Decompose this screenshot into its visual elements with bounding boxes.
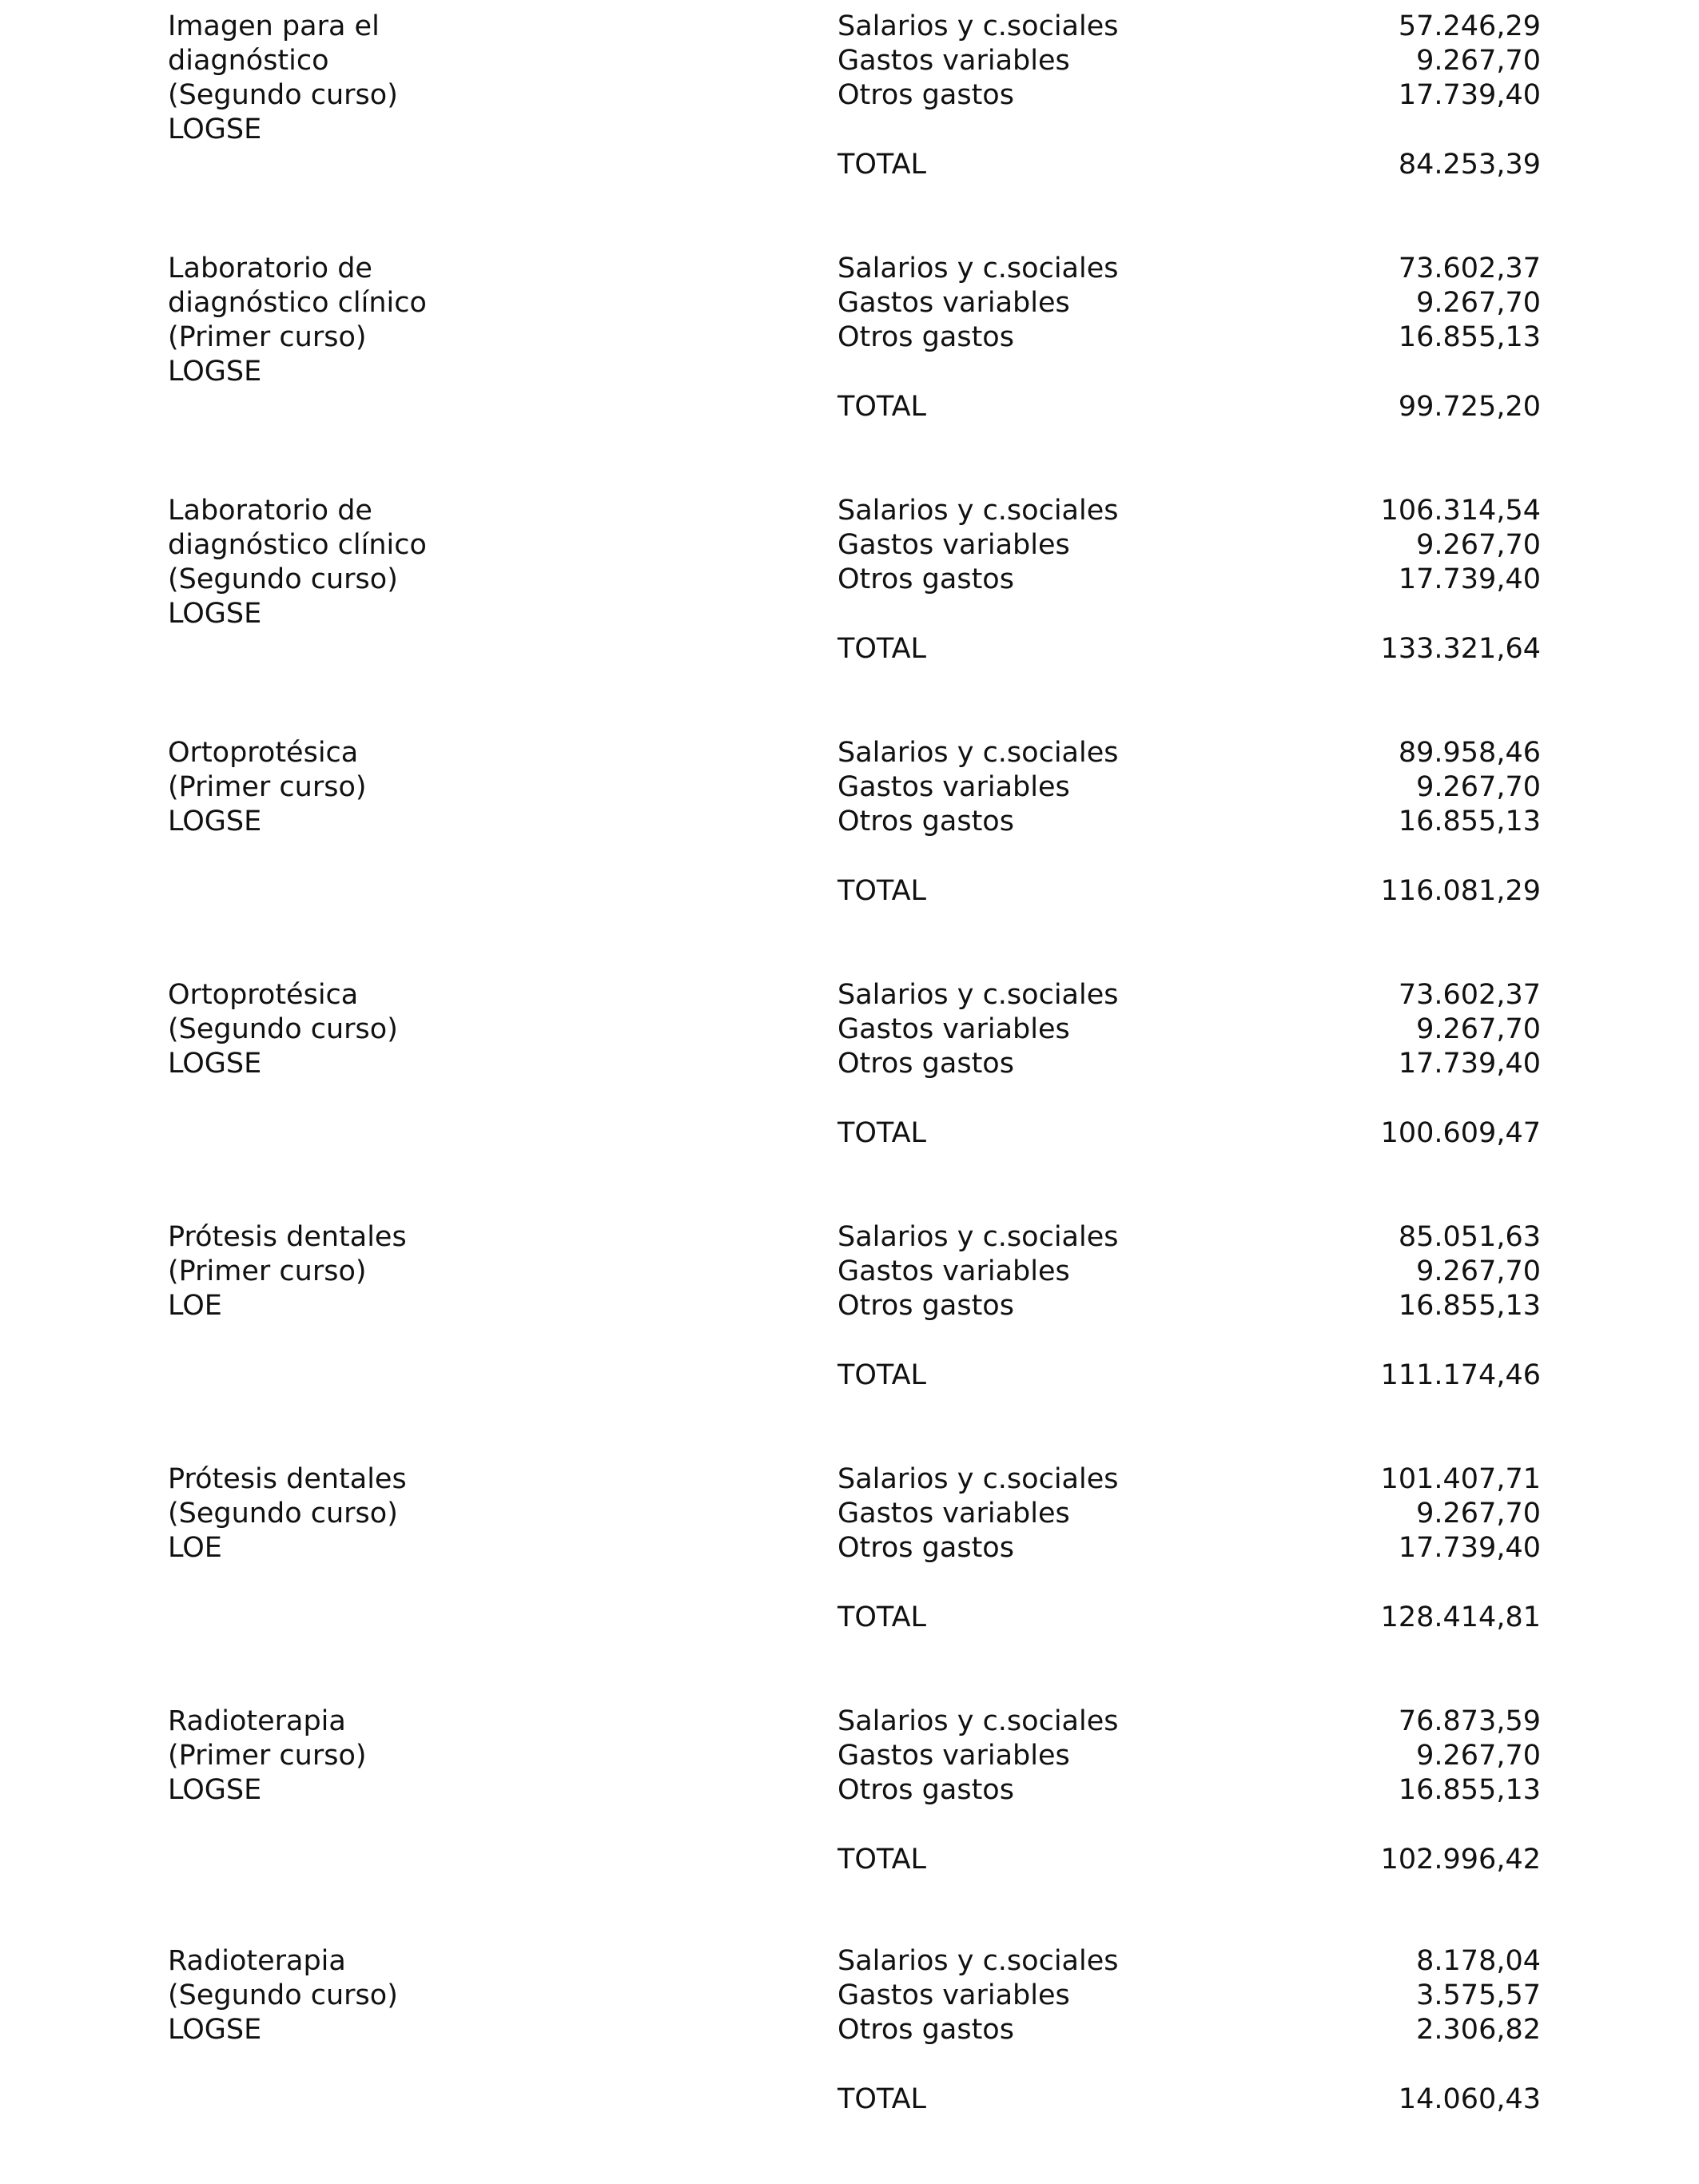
cost-row	[838, 1289, 1541, 1323]
cost-items	[838, 1462, 1541, 1565]
course-name	[168, 10, 727, 147]
cost-amount: 2.306,82	[1416, 2014, 1541, 2046]
cost-amount: 9.267,70	[1416, 1740, 1541, 1772]
cost-label: Salarios y c.sociales	[838, 253, 1119, 284]
course-name-line: Prótesis dentales	[168, 1463, 407, 1495]
total-label: TOTAL	[838, 1844, 927, 1876]
cost-row	[838, 1497, 1541, 1531]
cost-amount: 9.267,70	[1416, 529, 1541, 561]
cost-amount: 89.958,46	[1398, 737, 1541, 769]
cost-amount: 106.314,54	[1380, 495, 1541, 527]
cost-row	[838, 805, 1541, 839]
course-name-line: (Segundo curso)	[168, 1498, 398, 1530]
cost-label: Gastos variables	[838, 1740, 1070, 1772]
course-cost-block	[0, 10, 1699, 249]
course-name	[168, 1462, 727, 1565]
cost-row	[838, 10, 1541, 44]
cost-label: Otros gastos	[838, 1048, 1014, 1080]
total-amount: 99.725,20	[1398, 391, 1541, 423]
cost-amount: 16.855,13	[1398, 806, 1541, 837]
total-label: TOTAL	[838, 2083, 927, 2115]
total-row	[838, 1843, 1541, 1877]
course-name-line: LOGSE	[168, 598, 262, 630]
total-amount: 100.609,47	[1380, 1117, 1541, 1149]
cost-amount: 8.178,04	[1416, 1945, 1541, 1977]
cost-label: Gastos variables	[838, 771, 1070, 803]
course-name	[168, 494, 727, 631]
course-name	[168, 1705, 727, 1808]
cost-label: Salarios y c.sociales	[838, 10, 1119, 42]
total-amount: 111.174,46	[1380, 1359, 1541, 1391]
cost-label: Otros gastos	[838, 79, 1014, 111]
total-row	[838, 874, 1541, 909]
cost-amount: 9.267,70	[1416, 1498, 1541, 1530]
course-name-line: (Segundo curso)	[168, 563, 398, 595]
cost-row	[838, 770, 1541, 805]
cost-items	[838, 1944, 1541, 2047]
total-row	[838, 1601, 1541, 1635]
total-amount: 102.996,42	[1380, 1844, 1541, 1876]
course-cost-block	[0, 252, 1699, 491]
course-name-line: Ortoprotésica	[168, 737, 359, 769]
cost-row	[838, 1531, 1541, 1565]
cost-label: Salarios y c.sociales	[838, 495, 1119, 527]
cost-amount: 57.246,29	[1398, 10, 1541, 42]
cost-label: Otros gastos	[838, 563, 1014, 595]
cost-row	[838, 1739, 1541, 1773]
cost-label: Otros gastos	[838, 2014, 1014, 2046]
course-name-line: (Primer curso)	[168, 321, 367, 353]
course-cost-block	[0, 1705, 1699, 1944]
cost-label: Gastos variables	[838, 1255, 1070, 1287]
total-amount: 116.081,29	[1380, 875, 1541, 907]
cost-amount: 17.739,40	[1398, 563, 1541, 595]
cost-label: Salarios y c.sociales	[838, 979, 1119, 1011]
course-cost-block	[0, 1944, 1699, 2184]
course-name-line: LOE	[168, 1532, 222, 1564]
cost-label: Otros gastos	[838, 1290, 1014, 1322]
cost-row	[838, 78, 1541, 113]
total-amount: 14.060,43	[1398, 2083, 1541, 2115]
total-label: TOTAL	[838, 875, 927, 907]
cost-row	[838, 2013, 1541, 2047]
total-amount: 84.253,39	[1398, 149, 1541, 181]
cost-row	[838, 528, 1541, 563]
cost-label: Salarios y c.sociales	[838, 1945, 1119, 1977]
cost-label: Gastos variables	[838, 529, 1070, 561]
course-name-line: (Segundo curso)	[168, 1979, 398, 2011]
course-name-line: LOGSE	[168, 1048, 262, 1080]
cost-row	[838, 563, 1541, 597]
course-name-line: Radioterapia	[168, 1705, 346, 1737]
cost-label: Otros gastos	[838, 1532, 1014, 1564]
cost-amount: 101.407,71	[1380, 1463, 1541, 1495]
cost-row	[838, 1979, 1541, 2013]
course-name-line: (Primer curso)	[168, 1740, 367, 1772]
course-name-line: (Segundo curso)	[168, 79, 398, 111]
cost-row	[838, 1220, 1541, 1255]
cost-row	[838, 1773, 1541, 1808]
course-name-line: LOGSE	[168, 806, 262, 837]
course-name-line: diagnóstico clínico	[168, 529, 427, 561]
cost-items	[838, 978, 1541, 1081]
course-name-line: LOGSE	[168, 1774, 262, 1806]
cost-amount: 9.267,70	[1416, 1013, 1541, 1045]
cost-label: Salarios y c.sociales	[838, 1463, 1119, 1495]
course-name-line: Ortoprotésica	[168, 979, 359, 1011]
cost-items	[838, 252, 1541, 355]
cost-items	[838, 10, 1541, 113]
cost-amount: 16.855,13	[1398, 1290, 1541, 1322]
course-name-line: Imagen para el	[168, 10, 380, 42]
cost-amount: 9.267,70	[1416, 45, 1541, 77]
course-name	[168, 978, 727, 1081]
total-row	[838, 148, 1541, 182]
cost-row	[838, 44, 1541, 78]
course-name-line: Prótesis dentales	[168, 1221, 407, 1253]
cost-label: Gastos variables	[838, 1979, 1070, 2011]
cost-amount: 73.602,37	[1398, 253, 1541, 284]
course-name-line: (Primer curso)	[168, 1255, 367, 1287]
total-label: TOTAL	[838, 391, 927, 423]
course-name	[168, 1220, 727, 1323]
course-name-line: (Segundo curso)	[168, 1013, 398, 1045]
course-cost-block	[0, 978, 1699, 1218]
cost-items	[838, 494, 1541, 597]
course-name	[168, 736, 727, 839]
cost-amount: 76.873,59	[1398, 1705, 1541, 1737]
total-row	[838, 632, 1541, 666]
course-name-line: Laboratorio de	[168, 495, 372, 527]
course-cost-block	[0, 1462, 1699, 1702]
course-name	[168, 1944, 727, 2047]
cost-label: Salarios y c.sociales	[838, 1221, 1119, 1253]
cost-amount: 17.739,40	[1398, 1532, 1541, 1564]
total-row	[838, 2083, 1541, 2117]
cost-label: Gastos variables	[838, 1498, 1070, 1530]
cost-row	[838, 320, 1541, 355]
course-name-line: LOGSE	[168, 113, 262, 145]
course-name-line: LOE	[168, 1290, 222, 1322]
course-name-line: diagnóstico	[168, 45, 329, 77]
cost-label: Otros gastos	[838, 321, 1014, 353]
total-label: TOTAL	[838, 1601, 927, 1633]
course-name-line: Laboratorio de	[168, 253, 372, 284]
total-row	[838, 390, 1541, 424]
total-row	[838, 1116, 1541, 1151]
cost-label: Otros gastos	[838, 1774, 1014, 1806]
cost-label: Salarios y c.sociales	[838, 737, 1119, 769]
cost-amount: 17.739,40	[1398, 79, 1541, 111]
cost-items	[838, 736, 1541, 839]
total-label: TOTAL	[838, 149, 927, 181]
total-label: TOTAL	[838, 1117, 927, 1149]
cost-row	[838, 1705, 1541, 1739]
cost-amount: 9.267,70	[1416, 1255, 1541, 1287]
cost-items	[838, 1220, 1541, 1323]
cost-row	[838, 978, 1541, 1012]
cost-amount: 9.267,70	[1416, 287, 1541, 319]
total-label: TOTAL	[838, 1359, 927, 1391]
cost-label: Otros gastos	[838, 806, 1014, 837]
cost-amount: 3.575,57	[1416, 1979, 1541, 2011]
course-name-line: Radioterapia	[168, 1945, 346, 1977]
cost-amount: 16.855,13	[1398, 321, 1541, 353]
total-amount: 133.321,64	[1380, 633, 1541, 665]
total-label: TOTAL	[838, 633, 927, 665]
cost-row	[838, 1944, 1541, 1979]
cost-row	[838, 736, 1541, 770]
cost-row	[838, 1255, 1541, 1289]
cost-label: Gastos variables	[838, 45, 1070, 77]
cost-amount: 85.051,63	[1398, 1221, 1541, 1253]
cost-row	[838, 1462, 1541, 1497]
cost-row	[838, 494, 1541, 528]
course-cost-block	[0, 1220, 1699, 1460]
course-cost-block	[0, 494, 1699, 734]
course-name	[168, 252, 727, 389]
cost-label: Gastos variables	[838, 287, 1070, 319]
cost-amount: 16.855,13	[1398, 1774, 1541, 1806]
cost-row	[838, 1047, 1541, 1081]
cost-amount: 17.739,40	[1398, 1048, 1541, 1080]
course-cost-block	[0, 736, 1699, 976]
cost-amount: 9.267,70	[1416, 771, 1541, 803]
course-name-line: LOGSE	[168, 356, 262, 388]
cost-row	[838, 1012, 1541, 1047]
course-name-line: (Primer curso)	[168, 771, 367, 803]
cost-label: Gastos variables	[838, 1013, 1070, 1045]
total-amount: 128.414,81	[1380, 1601, 1541, 1633]
cost-row	[838, 286, 1541, 320]
cost-row	[838, 252, 1541, 286]
cost-items	[838, 1705, 1541, 1808]
course-name-line: diagnóstico clínico	[168, 287, 427, 319]
course-name-line: LOGSE	[168, 2014, 262, 2046]
cost-amount: 73.602,37	[1398, 979, 1541, 1011]
cost-label: Salarios y c.sociales	[838, 1705, 1119, 1737]
total-row	[838, 1359, 1541, 1393]
